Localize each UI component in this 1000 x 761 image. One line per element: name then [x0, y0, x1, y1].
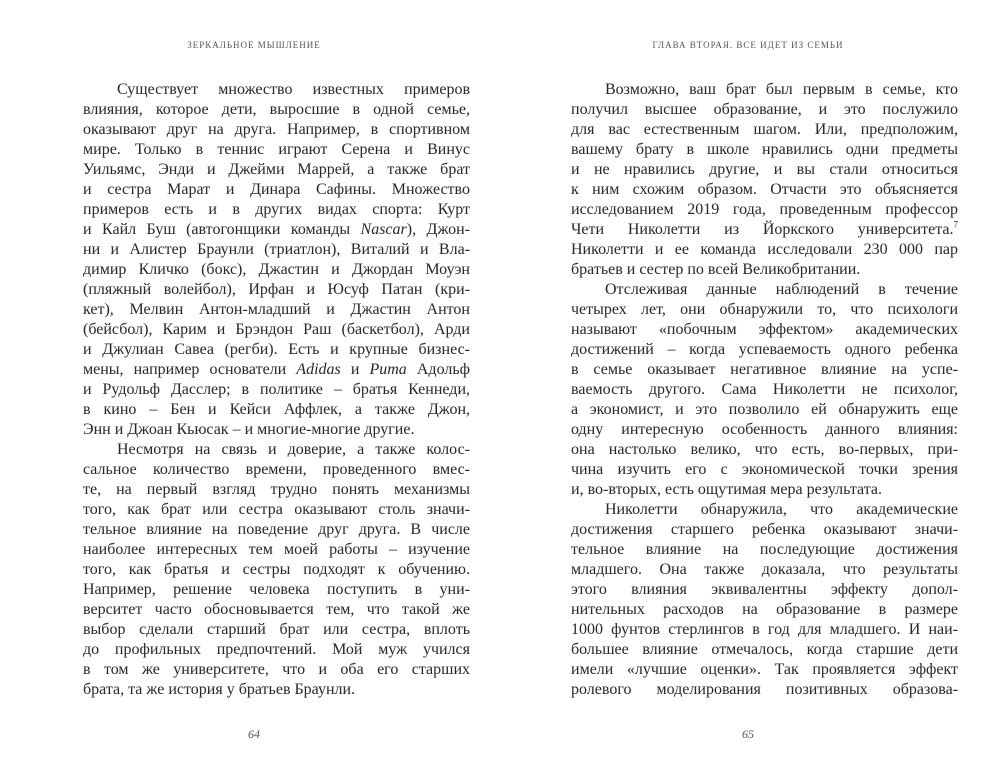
text-line: имели «лучшие оценки». Так проявляется эффект — [571, 661, 958, 678]
text-line — [83, 220, 470, 240]
text-segment: Адольф — [406, 361, 471, 378]
text-line: Николетти и ее команда исследовали 230 000 пар — [571, 241, 958, 258]
text-line: и Рудольф Дасслер; в политике – братья Кеннеди, — [83, 381, 470, 398]
text-segment: и — [340, 361, 370, 378]
italic-text: Puma — [369, 361, 407, 378]
text-segment: ), Джон- — [406, 221, 470, 238]
text-line: называют «побочным эффектом» академических — [571, 321, 958, 338]
text-line: того, как братья и сестры подходят к обучению. — [83, 561, 470, 578]
text-line: исследованием 2019 года, проведенным профессор — [571, 201, 958, 218]
text-line: Уильямс, Энди и Джейми Маррей, а также брат — [83, 161, 470, 178]
text-line: чина изучить его с экономической точки зрения — [571, 461, 958, 478]
right-page — [500, 0, 1000, 761]
text-line: мире. Только в теннис играют Серена и Винус — [83, 141, 470, 158]
text-line: димир Кличко (бокс), Джастин и Джордан Моуэн — [83, 261, 470, 278]
text-line: Николетти обнаружила, что академические — [605, 501, 958, 518]
text-line: и сестра Марат и Динара Сафины. Множество — [83, 181, 470, 198]
text-line: кет), Мелвин Антон-младший и Джастин Антон — [83, 301, 470, 318]
text-line: тельное влияние на поведение друг друга. В числе — [83, 521, 470, 538]
text-line: до профильных предпочтений. Мой муж учился — [83, 641, 470, 658]
footnote-marker: 7 — [953, 219, 958, 230]
text-line: одну интересную особенность данного влияния: — [571, 421, 958, 438]
text-line: и Джулиан Савеа (регби). Есть и крупные бизнес- — [83, 341, 470, 358]
text-line: а экономист, и это позволило ей обнаружить еще — [571, 401, 958, 418]
text-line: сальное количество времени, проведенного вмес- — [83, 461, 470, 478]
text-line — [83, 360, 470, 380]
body-text — [83, 80, 470, 700]
text-line: оказывают друг на друга. Например, в спортивном — [83, 121, 470, 138]
text-line: ни и Алистер Браунли (триатлон), Виталий и Вла- — [83, 241, 470, 258]
text-line: достижений – когда успеваемость одного ребенка — [571, 341, 958, 358]
text-line: Отслеживая данные наблюдений в течение — [605, 281, 958, 298]
text-line: достижения старшего ребенка оказывают значи- — [571, 521, 958, 538]
text-line: верситет часто обосновывается тем, что такой же — [83, 601, 470, 618]
text-line: к ним схожим образом. Отчасти это объясняется — [571, 181, 958, 198]
italic-text: Adidas — [296, 361, 341, 378]
text-line: братьев и сестер по всей Великобритании. — [571, 261, 861, 278]
text-line: Возможно, ваш брат был первым в семье, кто — [605, 81, 958, 98]
text-line: брата, та же история у братьев Браунли. — [83, 681, 356, 698]
text-line: Несмотря на связь и доверие, а также колос- — [117, 441, 470, 458]
running-head: ГЛАВА ВТОРАЯ. ВСЕ ИДЕТ ИЗ СЕМЬИ — [652, 40, 844, 50]
text-line: этого влияния эквивалентны эффекту допол- — [571, 581, 958, 598]
text-line: влияния, которое дети, выросшие в одной семье, — [83, 101, 470, 118]
text-line: четырех лет, они обнаружили то, что психологи — [571, 301, 958, 318]
text-line: примеров есть и в других видах спорта: Курт — [83, 201, 470, 218]
text-line: и, во-вторых, есть ощутимая мера результата. — [571, 481, 883, 498]
text-line: в том же университете, что и оба его старших — [83, 661, 470, 678]
text-line: большее влияние отмечалось, когда старшие дети — [571, 641, 958, 658]
text-line: те, на первый взгляд трудно понять механизмы — [83, 481, 470, 498]
text-segment: мены, например основатели — [83, 361, 297, 378]
text-line: тельное влияние на последующие достижения — [571, 541, 958, 558]
text-line: и не нравились другие, и вы стали относиться — [571, 161, 958, 178]
text-segment: и Кайл Буш (автогонщики команды — [83, 221, 361, 238]
text-line: для вас естественным шагом. Или, предположим, — [571, 121, 958, 138]
text-line — [571, 220, 958, 240]
text-line: наиболее интересных тем моей работы – изучение — [83, 541, 470, 558]
text-segment: Чети Николетти из Йоркского университета. — [571, 221, 954, 238]
page-number: 64 — [248, 727, 260, 741]
text-line: в кино – Бен и Кейси Аффлек, а также Джон, — [83, 401, 470, 418]
text-line: младшего. Она также доказала, что результаты — [571, 561, 958, 578]
body-text — [571, 80, 958, 700]
text-line: она настолько велико, что есть, во-первых, при- — [571, 441, 958, 458]
text-line: того, как брат или сестра оказывают столь значи- — [83, 501, 470, 518]
text-line: 1000 фунтов стерлингов в год для младшего. И наи- — [571, 621, 958, 638]
text-line: ролевого моделирования позитивных образова- — [571, 681, 958, 698]
page-number: 65 — [742, 727, 754, 741]
text-line: Например, решение человека поступить в уни- — [83, 581, 470, 598]
text-line: (бейсбол), Карим и Брэндон Раш (баскетбол), Арди — [83, 321, 470, 338]
text-line: ваемость другого. Сама Николетти не психолог, — [571, 381, 958, 398]
text-line: вашему брату в школе нравились одни предметы — [571, 141, 958, 158]
italic-text: Nascar — [360, 221, 407, 238]
text-line: выбор сделали старший брат или сестра, вплоть — [83, 621, 470, 638]
running-head: ЗЕРКАЛЬНОЕ МЫШЛЕНИЕ — [187, 40, 321, 50]
text-line: в семье оказывает негативное влияние на успе- — [571, 361, 958, 378]
text-line: (пляжный волейбол), Ирфан и Юсуф Патан (кри- — [83, 281, 470, 298]
text-line: получил высшее образование, и это послужило — [571, 101, 958, 118]
text-line: Энн и Джоан Кьюсак – и многие-многие другие. — [83, 421, 415, 438]
text-line: нительных расходов на образование в размере — [571, 601, 958, 618]
text-line: Существует множество известных примеров — [117, 81, 470, 98]
